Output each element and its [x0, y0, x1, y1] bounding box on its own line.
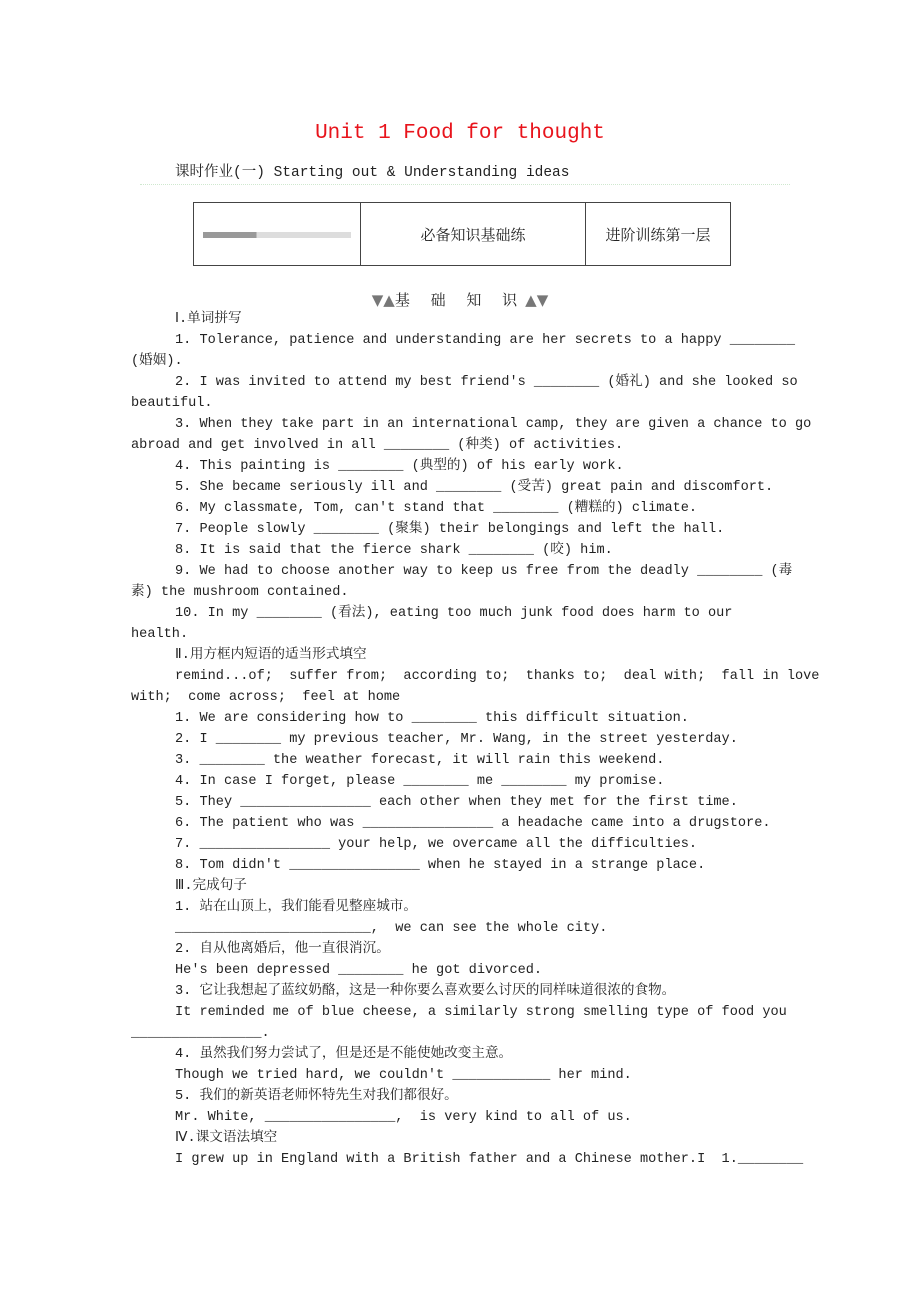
triangle-icon: ▲▼ [525, 291, 549, 309]
lesson-subtitle: 课时作业(一) Starting out & Understanding ideas [175, 165, 570, 181]
progress-bar-cell [194, 203, 361, 266]
header-table [193, 202, 731, 266]
divider [140, 184, 790, 185]
text-line: ________________. [131, 1026, 270, 1041]
text-line: Mr. White, ________________, is very kind to all of us. [175, 1110, 632, 1125]
text-line: with; come across; feel at home [131, 690, 401, 705]
text-line: health. [131, 627, 189, 642]
text-line: Ⅲ.完成句子 [175, 879, 247, 894]
text-line: Though we tried hard, we couldn't ____________ her mind. [175, 1068, 632, 1083]
exercise-body [131, 309, 871, 1170]
text-line: 3. When they take part in an international camp, they are given a chance to go [175, 417, 812, 432]
basic-practice-cell: 必备知识基础练 [361, 203, 586, 266]
triangle-icon: ▼▲ [371, 291, 395, 309]
text-line: Ⅱ.用方框内短语的适当形式填空 [175, 648, 367, 663]
text-line: 4. This painting is ________ (典型的) of his early work. [175, 459, 624, 474]
progress-bar-graphic [203, 232, 351, 238]
text-line: 6. My classmate, Tom, can't stand that ________ (糟糕的) climate. [175, 501, 698, 516]
text-line: abroad and get involved in all ________ (种类) of activities. [131, 438, 624, 453]
text-line: Ⅳ.课文语法填空 [175, 1131, 278, 1146]
text-line: 1. We are considering how to ________ this difficult situation. [175, 711, 689, 726]
text-line: 4. In case I forget, please ________ me ________ my promise. [175, 774, 665, 789]
text-line: 7. ________________ your help, we overcame all the difficulties. [175, 837, 698, 852]
text-line: remind...of; suffer from; according to; thanks to; deal with; fall in love [175, 669, 820, 684]
text-line: 2. I ________ my previous teacher, Mr. Wang, in the street yesterday. [175, 732, 738, 747]
text-line: 8. Tom didn't ________________ when he stayed in a strange place. [175, 858, 706, 873]
text-line: 9. We had to choose another way to keep us free from the deadly ________ (毒 [175, 564, 793, 579]
text-line: Ⅰ.单词拼写 [175, 312, 242, 327]
text-line: 5. They ________________ each other when they met for the first time. [175, 795, 738, 810]
text-line: It reminded me of blue cheese, a similarly strong smelling type of food you [175, 1005, 787, 1020]
page-title: Unit 1 Food for thought [315, 122, 605, 145]
text-line: 1. Tolerance, patience and understanding are her secrets to a happy ________ [175, 333, 795, 348]
text-line: 2. I was invited to attend my best friend's ________ (婚礼) and she looked so [175, 375, 798, 390]
text-line: 4. 虽然我们努力尝试了，但是还是不能使她改变主意。 [175, 1047, 513, 1062]
text-line: 素) the mushroom contained. [131, 585, 349, 600]
section-heading: ▼▲基 础 知 识▲▼ [371, 291, 549, 309]
text-line: ________________________, we can see the whole city. [175, 921, 608, 936]
text-line: 7. People slowly ________ (聚集) their belongings and left the hall. [175, 522, 725, 537]
text-line: I grew up in England with a British father and a Chinese mother.I 1.________ [175, 1152, 804, 1167]
text-line: 5. She became seriously ill and ________ (受苦) great pain and discomfort. [175, 480, 774, 495]
text-line: 6. The patient who was ________________ a headache came into a drugstore. [175, 816, 771, 831]
text-line: 2. 自从他离婚后，他一直很消沉。 [175, 942, 390, 957]
text-line: 8. It is said that the fierce shark ________ (咬) him. [175, 543, 613, 558]
advanced-training-cell: 进阶训练第一层 [586, 203, 731, 266]
text-line: 10. In my ________ (看法), eating too much junk food does harm to our [175, 606, 733, 621]
text-line: He's been depressed ________ he got divorced. [175, 963, 543, 978]
text-line: beautiful. [131, 396, 213, 411]
text-line: (婚姻). [131, 354, 183, 369]
text-line: 3. ________ the weather forecast, it will rain this weekend. [175, 753, 665, 768]
text-line: 5. 我们的新英语老师怀特先生对我们都很好。 [175, 1089, 458, 1104]
text-line: 1. 站在山顶上，我们能看见整座城市。 [175, 900, 417, 915]
text-line: 3. 它让我想起了蓝纹奶酪，这是一种你要么喜欢要么讨厌的同样味道很浓的食物。 [175, 984, 676, 999]
